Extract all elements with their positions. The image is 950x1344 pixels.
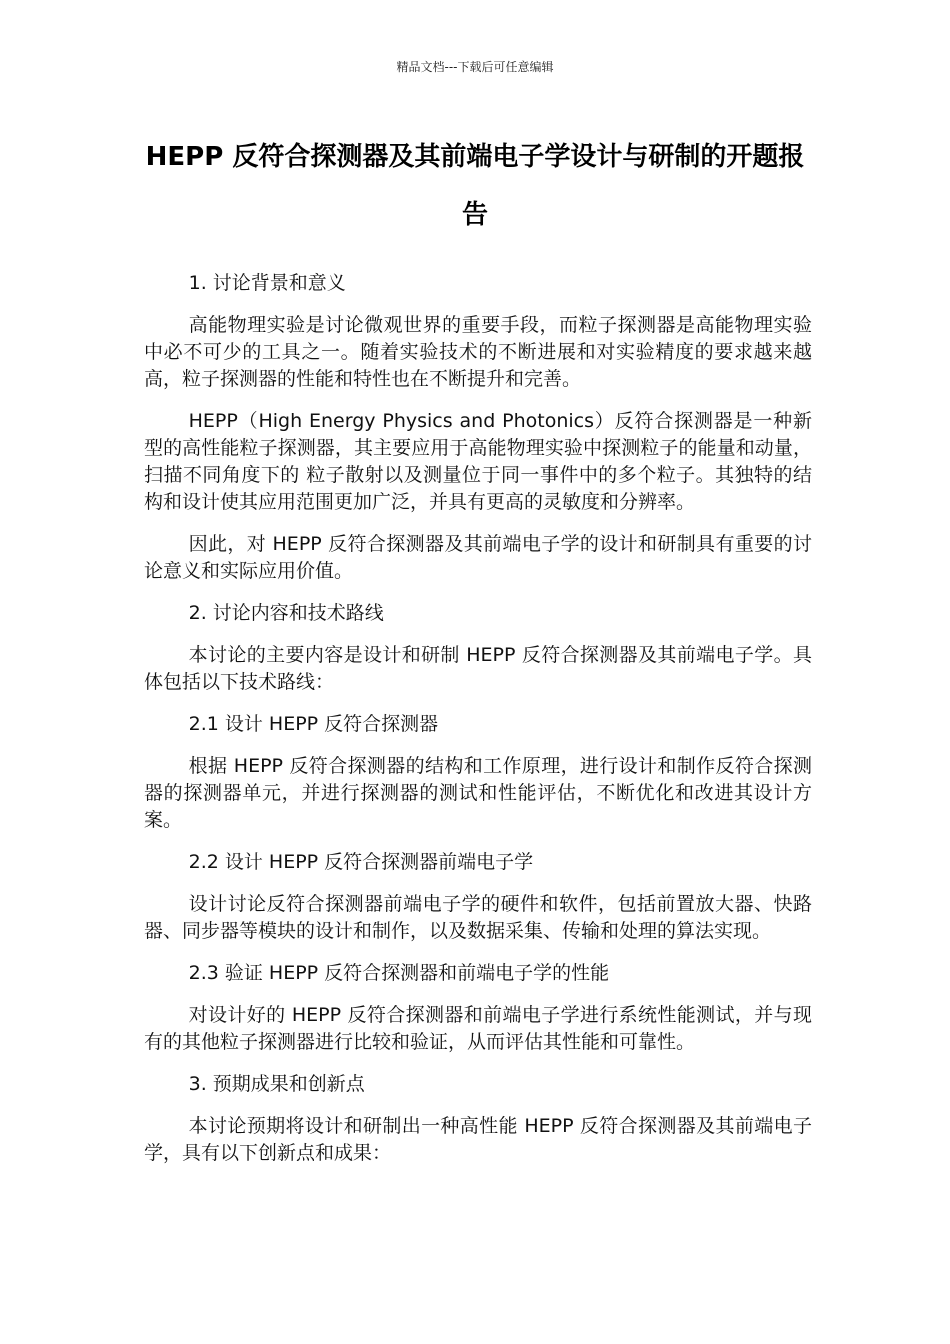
paragraph: 对设计好的 HEPP 反符合探测器和前端电子学进行系统性能测试，并与现有的其他粒子探测器进行比较和验证，从而评估其性能和可靠性。: [144, 1004, 812, 1053]
subsection-heading: 2.3 验证 HEPP 反符合探测器和前端电子学的性能: [188, 962, 610, 984]
paragraph: 本讨论的主要内容是设计和研制 HEPP 反符合探测器及其前端电子学。具体包括以下技术路线：: [144, 644, 812, 693]
document-title: HEPP 反符合探测器及其前端电子学设计与研制的开题报告: [145, 142, 805, 230]
section-heading: 3. 预期成果和创新点: [188, 1073, 365, 1095]
paragraph: 根据 HEPP 反符合探测器的结构和工作原理，进行设计和制作反符合探测器的探测器单元，并进行探测器的测试和性能评估，不断优化和改进其设计方案。: [144, 755, 812, 831]
document-body: [144, 270, 812, 1182]
subsection-heading: 2.1 设计 HEPP 反符合探测器: [188, 713, 439, 735]
subsection-heading: 2.2 设计 HEPP 反符合探测器前端电子学: [188, 851, 534, 873]
paragraph: 本讨论预期将设计和研制出一种高性能 HEPP 反符合探测器及其前端电子学，具有以下创新点和成果：: [144, 1115, 812, 1164]
paragraph: 设计讨论反符合探测器前端电子学的硬件和软件，包括前置放大器、快路器、同步器等模块的设计和制作，以及数据采集、传输和处理的算法实现。: [144, 893, 812, 942]
section-heading: 2. 讨论内容和技术路线: [188, 602, 384, 624]
page-header: 精品文档---下载后可任意编辑: [396, 60, 554, 74]
paragraph: HEPP（High Energy Physics and Photonics）反符合探测器是一种新型的高性能粒子探测器，其主要应用于高能物理实验中探测粒子的能量和动量，扫描不同角度下的 粒子散射以及测量位于同一事件中的多个粒子。其独特的结构和设计使其应用范围更加广泛，并具有更高的灵敏度和分辨率。: [144, 410, 812, 513]
paragraph: 因此，对 HEPP 反符合探测器及其前端电子学的设计和研制具有重要的讨论意义和实际应用价值。: [144, 533, 812, 582]
section-heading: 1. 讨论背景和意义: [188, 272, 346, 294]
paragraph: 高能物理实验是讨论微观世界的重要手段，而粒子探测器是高能物理实验中必不可少的工具之一。随着实验技术的不断进展和对实验精度的要求越来越高，粒子探测器的性能和特性也在不断提升和完善。: [144, 314, 812, 390]
